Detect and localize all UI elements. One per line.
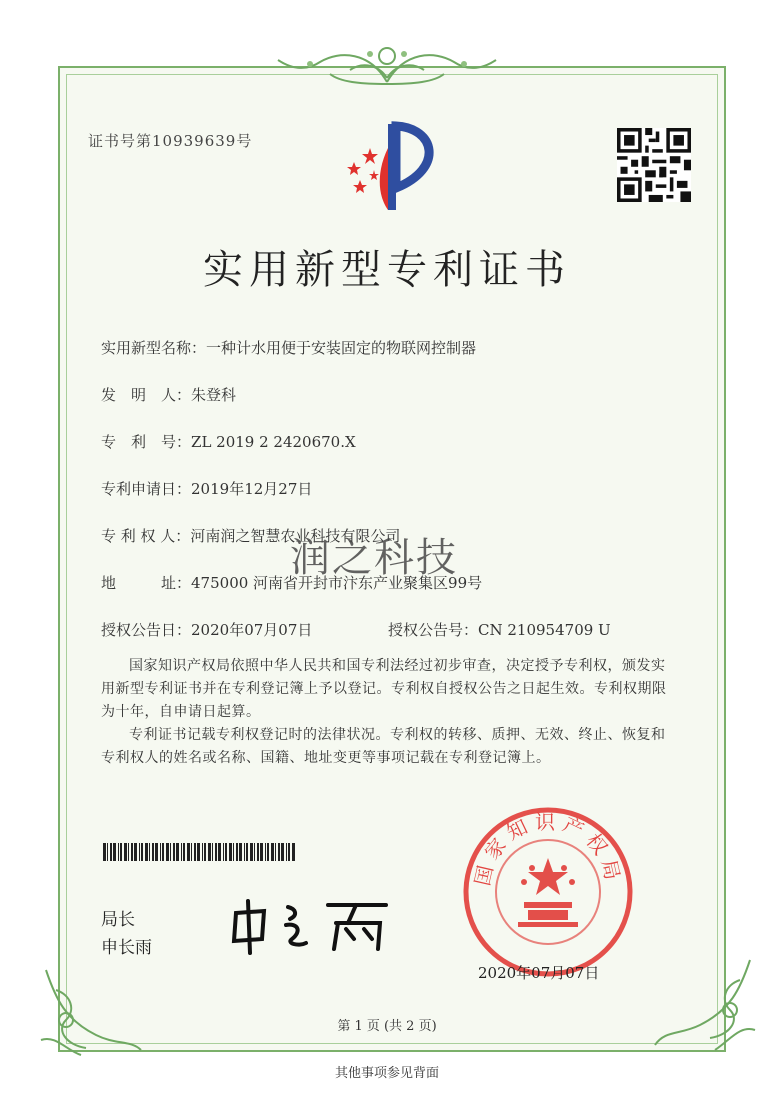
field-label: 发 明 人： bbox=[101, 386, 192, 404]
field-label: 专利申请日： bbox=[101, 480, 192, 498]
barcode-bar bbox=[233, 843, 234, 861]
barcode-bar bbox=[139, 843, 140, 861]
barcode-bar bbox=[271, 843, 274, 861]
field-label: 实用新型名称： bbox=[101, 339, 207, 357]
patent-office-emblem bbox=[330, 118, 450, 218]
barcode-bar bbox=[223, 843, 224, 861]
certificate-title: 实用新型专利证书 bbox=[203, 247, 571, 293]
field-value: 河南润之智慧农业科技有限公司 bbox=[190, 527, 401, 545]
barcode-bar bbox=[107, 843, 108, 861]
barcode-bar bbox=[118, 843, 119, 861]
qr-code bbox=[617, 128, 691, 202]
field-value: 朱登科 bbox=[191, 386, 237, 404]
field-value: 2019年12月27日 bbox=[191, 480, 313, 498]
barcode-bar bbox=[191, 843, 192, 861]
top-ornament bbox=[270, 42, 504, 88]
barcode-bar bbox=[194, 843, 196, 861]
signatory-title: 局长 bbox=[101, 910, 135, 930]
barcode-bar bbox=[113, 843, 116, 861]
barcode-bar bbox=[275, 843, 276, 861]
barcode-bar bbox=[128, 843, 129, 861]
barcode-bar bbox=[204, 843, 206, 861]
barcode-bar bbox=[166, 843, 169, 861]
field-value: ZL 2019 2 2420670.X bbox=[191, 433, 356, 451]
field-utility-model-name bbox=[101, 337, 476, 358]
barcode-bar bbox=[124, 843, 127, 861]
barcode-bar bbox=[145, 843, 148, 861]
certificate-number: 证书号第10939639号 bbox=[88, 132, 253, 150]
barcode-bar bbox=[181, 843, 182, 861]
field-value: 一种计水用便于安装固定的物联网控制器 bbox=[206, 339, 477, 357]
field-label: 授权公告号： bbox=[388, 621, 479, 639]
barcode-bar bbox=[134, 843, 137, 861]
barcode-bar bbox=[212, 843, 213, 861]
barcode-bar bbox=[183, 843, 185, 861]
barcode-bar bbox=[265, 843, 266, 861]
barcode-bar bbox=[257, 843, 259, 861]
body-paragraph: 国家知识产权局依照中华人民共和国专利法经过初步审查，决定授予专利权，颁发实用新型专利证书并在专利登记簿上予以登记。专利权自授权公告之日起生效。专利权期限为十年，自申请日起算。 bbox=[101, 658, 667, 720]
field-grant-date bbox=[101, 619, 312, 640]
barcode-bar bbox=[250, 843, 253, 861]
field-patent-number bbox=[101, 431, 356, 452]
barcode-bar bbox=[152, 843, 154, 861]
barcode-bar bbox=[229, 843, 232, 861]
barcode-bar bbox=[197, 843, 200, 861]
barcode-bar bbox=[162, 843, 164, 861]
barcode-bar bbox=[215, 843, 217, 861]
barcode-bar bbox=[292, 843, 295, 861]
field-label: 专 利 号： bbox=[101, 433, 192, 451]
corner-ornament-right bbox=[650, 950, 760, 1060]
field-inventor bbox=[101, 384, 236, 405]
field-value: 2020年07月07日 bbox=[191, 621, 313, 639]
official-seal bbox=[462, 806, 634, 978]
field-value: 475000 河南省开封市汴东产业聚集区99号 bbox=[191, 574, 483, 592]
barcode-bar bbox=[176, 843, 179, 861]
field-grant-number bbox=[388, 619, 611, 640]
page-indicator: 第 1 页 (共 2 页) bbox=[337, 1019, 437, 1034]
body-paragraph: 专利证书记载专利权登记时的法律状况。专利权的转移、质押、无效、终止、恢复和专利权人的姓名或名称、国籍、地址变更等事项记载在专利登记簿上。 bbox=[101, 727, 666, 766]
barcode-bar bbox=[110, 843, 112, 861]
barcode-bar bbox=[131, 843, 133, 861]
barcode-bar bbox=[244, 843, 245, 861]
barcode-bar bbox=[260, 843, 263, 861]
certificate-body bbox=[101, 655, 673, 770]
handwritten-signature bbox=[228, 895, 398, 955]
field-value: CN 210954709 U bbox=[478, 621, 611, 639]
barcode-bar bbox=[208, 843, 211, 861]
barcode-bar bbox=[236, 843, 238, 861]
barcode-bar bbox=[173, 843, 175, 861]
barcode-bar bbox=[288, 843, 290, 861]
barcode-bar bbox=[281, 843, 284, 861]
corner-ornament-left bbox=[36, 960, 146, 1060]
barcode-bar bbox=[160, 843, 161, 861]
barcode-bar bbox=[225, 843, 227, 861]
barcode-bar bbox=[239, 843, 242, 861]
seal-date: 2020年07月07日 bbox=[478, 964, 600, 982]
field-label: 授权公告日： bbox=[101, 621, 192, 639]
barcode-bar bbox=[155, 843, 158, 861]
signatory-name: 申长雨 bbox=[101, 938, 152, 958]
barcode-bar bbox=[170, 843, 171, 861]
field-label: 地 址： bbox=[101, 574, 192, 592]
barcode bbox=[103, 843, 295, 861]
barcode-bar bbox=[202, 843, 203, 861]
barcode-bar bbox=[278, 843, 280, 861]
barcode-bar bbox=[286, 843, 287, 861]
barcode-bar bbox=[267, 843, 269, 861]
barcode-bar bbox=[246, 843, 248, 861]
field-filing-date bbox=[101, 478, 312, 499]
barcode-bar bbox=[141, 843, 143, 861]
barcode-bar bbox=[149, 843, 150, 861]
watermark-text: 润之科技 bbox=[290, 535, 458, 581]
barcode-bar bbox=[120, 843, 122, 861]
field-label: 专 利 权 人： bbox=[101, 527, 191, 545]
barcode-bar bbox=[103, 843, 106, 861]
seal-text: 国家知识产权局 bbox=[470, 809, 626, 888]
barcode-bar bbox=[187, 843, 190, 861]
barcode-bar bbox=[254, 843, 255, 861]
footer-note: 其他事项参见背面 bbox=[334, 1066, 439, 1081]
barcode-bar bbox=[218, 843, 221, 861]
